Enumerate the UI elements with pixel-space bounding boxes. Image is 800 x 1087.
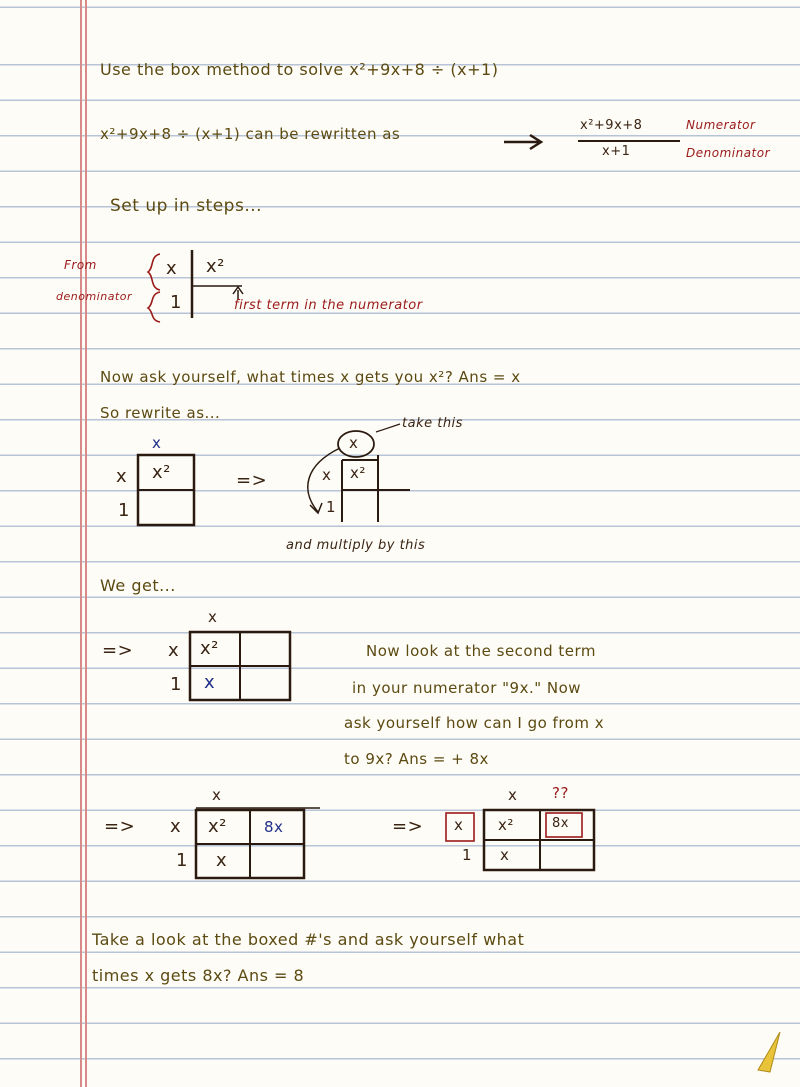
step2-arrow: => (236, 470, 268, 491)
step1-first-cell: x² (206, 256, 225, 277)
step3-left-x: x (168, 640, 180, 661)
brace (148, 292, 160, 322)
step3-cell-x2: x² (200, 638, 219, 659)
we-get: We get... (100, 576, 176, 595)
step4-top-x: x (212, 786, 222, 804)
step2b-cell: x² (350, 464, 366, 482)
step5-cell-x: x (500, 846, 510, 864)
explanation-line-2: in your numerator "9x." Now (352, 679, 582, 697)
closing-line-1: Take a look at the boxed #'s and ask yourself what (92, 930, 525, 949)
step5-cell-x2: x² (498, 816, 514, 834)
step3-left-1: 1 (170, 674, 182, 695)
step2b-left-x: x (322, 466, 332, 484)
step1-left-x: x (166, 258, 178, 279)
brace (148, 254, 160, 290)
from-label: From (64, 258, 97, 272)
rewrite-as: So rewrite as... (100, 404, 221, 422)
step4-cell-x: x (216, 850, 228, 871)
step3-arrow: => (102, 640, 134, 661)
step2b-left-1: 1 (326, 498, 337, 516)
numerator-label: Numerator (686, 118, 756, 132)
step4-cell-x2: x² (208, 816, 227, 837)
page-title: Use the box method to solve x²+9x+8 ÷ (x+1) (100, 60, 499, 79)
denominator: x+1 (602, 144, 631, 159)
step5-cell-8x: 8x (552, 816, 569, 831)
setup-heading: Set up in steps... (110, 196, 263, 216)
step4-cell-8x: 8x (264, 818, 284, 836)
numerator: x²+9x+8 (580, 118, 643, 133)
step5-left-x: x (454, 816, 464, 834)
step3-top-x: x (208, 608, 218, 626)
step5-left-1: 1 (462, 846, 473, 864)
step5-arrow: => (392, 816, 424, 837)
denominator-label: Denominator (686, 146, 771, 160)
step4-arrow: => (104, 816, 136, 837)
step3-cell-x: x (204, 672, 216, 693)
step1-left-1: 1 (170, 292, 182, 313)
step2-cell: x² (152, 462, 171, 483)
explanation-line-1: Now look at the second term (366, 642, 597, 660)
multiply-note: and multiply by this (286, 538, 426, 553)
closing-line-2: times x gets 8x? Ans = 8 (92, 966, 305, 985)
explanation-line-3: ask yourself how can I go from x (344, 714, 605, 732)
question-1: Now ask yourself, what times x gets you x²? Ans = x (100, 368, 521, 386)
step5-top-x: x (508, 786, 518, 804)
take-this-note: take this (402, 416, 463, 431)
first-term-note: first term in the numerator (234, 298, 423, 313)
denominator-side-label: denominator (56, 290, 133, 303)
step2-circled-x: x (349, 434, 359, 452)
rewrite-expression: x²+9x+8 ÷ (x+1) can be rewritten as (100, 125, 401, 143)
step2-left-x: x (116, 466, 128, 487)
step2-top-x: x (152, 434, 162, 452)
step4-left-x: x (170, 816, 182, 837)
pencil-icon (758, 1032, 780, 1072)
step2-left-1: 1 (118, 500, 130, 521)
step5-question-marks: ?? (552, 784, 569, 802)
explanation-line-4: to 9x? Ans = + 8x (344, 750, 489, 768)
pointer-line (376, 424, 400, 432)
curved-arrow-head (310, 503, 322, 513)
step4-left-1: 1 (176, 850, 188, 871)
